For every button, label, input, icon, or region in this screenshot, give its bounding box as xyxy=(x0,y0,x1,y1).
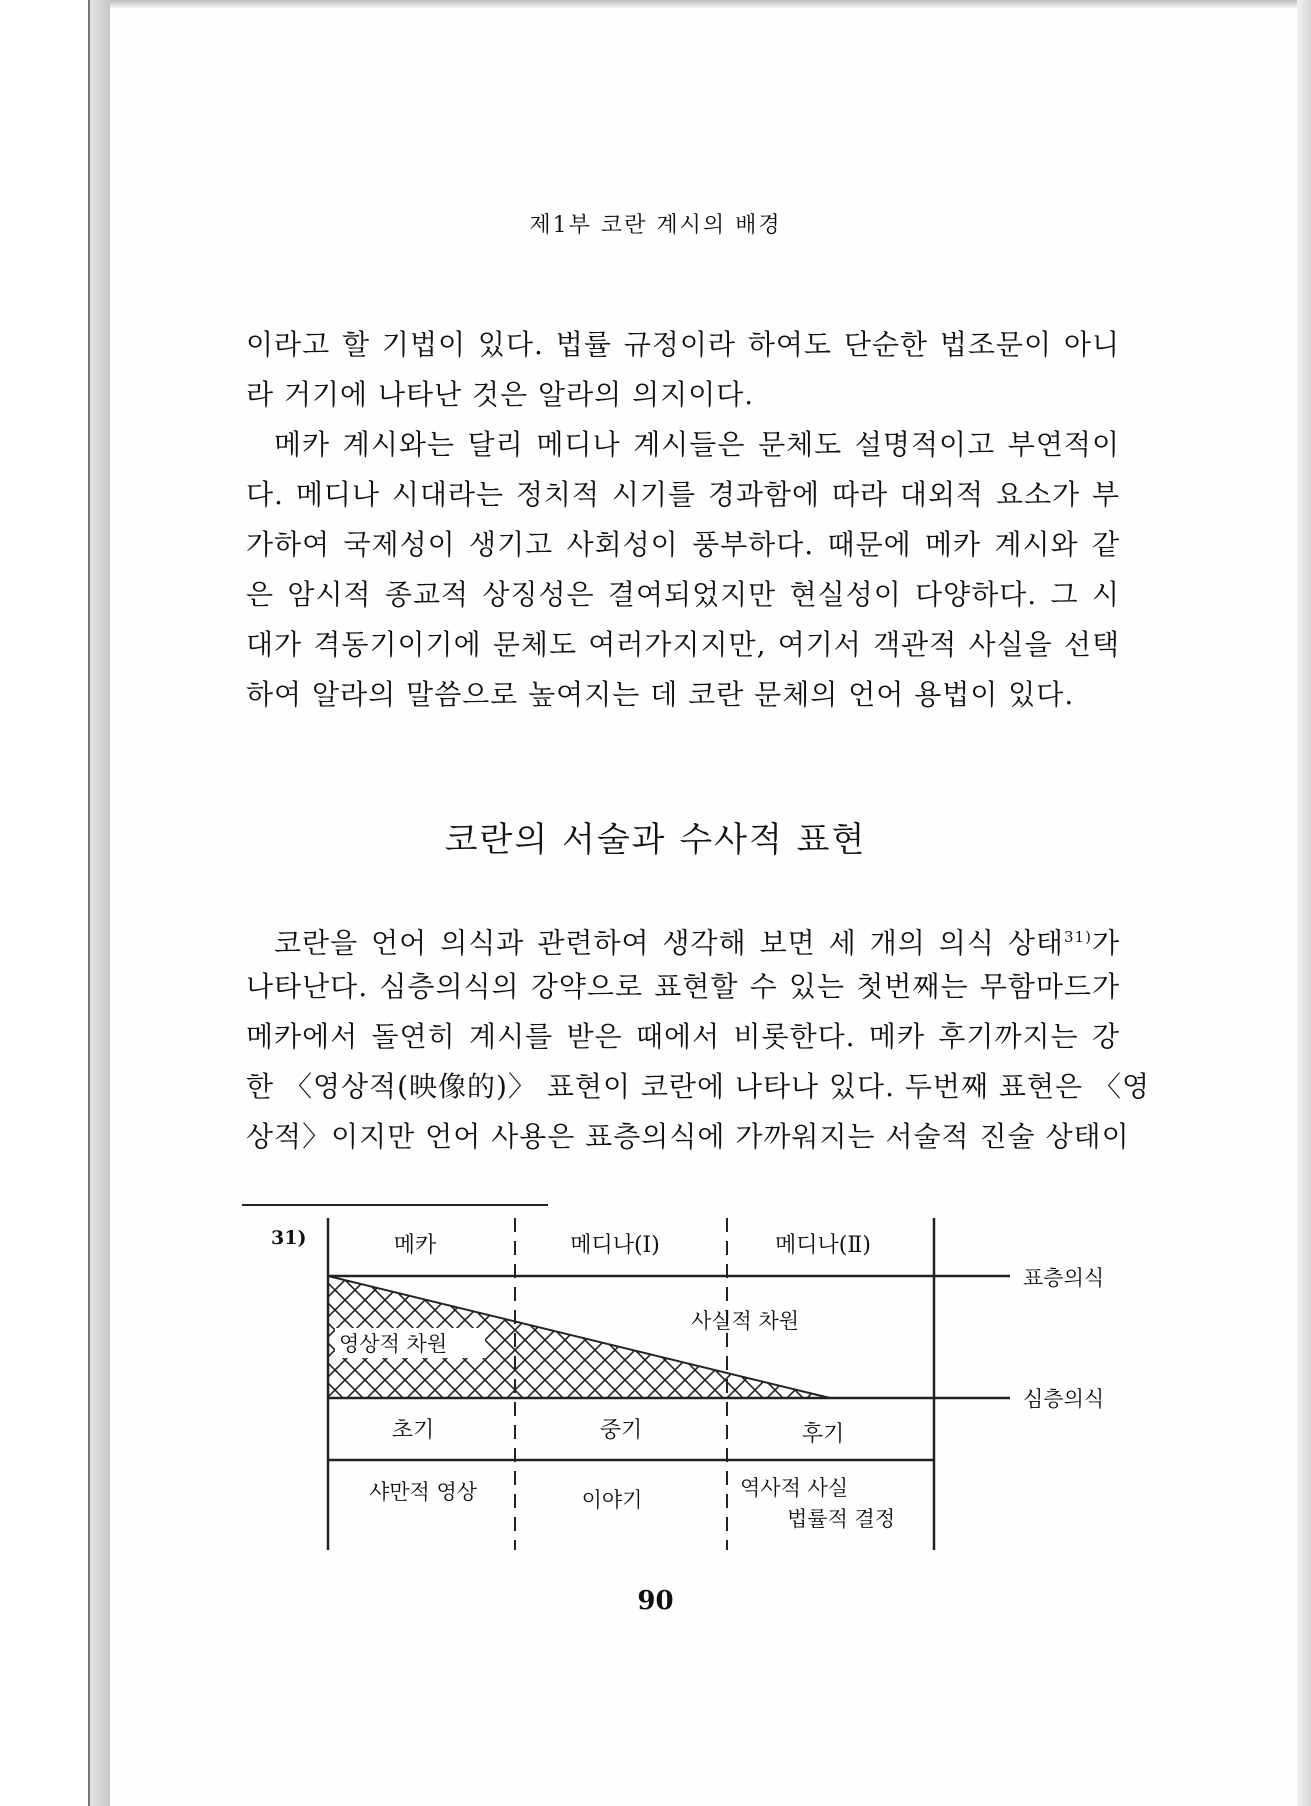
book-left-edge xyxy=(88,0,110,1806)
paragraph-line: 이라고 할 기법이 있다. 법률 규정이라 하여도 단순한 법조문이 아니 xyxy=(246,328,1120,361)
line-text: 가 xyxy=(1091,926,1120,960)
right-label: 표층의식 xyxy=(1023,1266,1105,1290)
book-top-edge xyxy=(88,0,1311,8)
mode-label: 역사적 사실 xyxy=(740,1476,849,1500)
footnote-rule xyxy=(242,1204,548,1206)
paragraph-line: 나타난다. 심층의식의 강약으로 표현할 수 있는 첫번째는 무함마드가 xyxy=(246,970,1120,1003)
paragraph-line: 라 거기에 나타난 것은 알라의 의지이다. xyxy=(246,378,755,411)
mode-label: 샤만적 영상 xyxy=(368,1480,478,1504)
paragraph-line: 메카에서 돌연히 계시를 받은 때에서 비롯한다. 메카 후기까지는 강 xyxy=(246,1020,1120,1053)
paragraph-line: 가하여 국제성이 생기고 사회성이 풍부하다. 때문에 메카 계시와 같 xyxy=(246,528,1120,561)
period-label: 메디나(Ⅱ) xyxy=(775,1233,871,1258)
mode-label: 이야기 xyxy=(581,1488,643,1512)
hatched-region-label: 영상적 차원 xyxy=(339,1332,448,1356)
consciousness-diagram xyxy=(255,1210,1135,1560)
line-text: 코란을 언어 의식과 관련하여 생각해 보면 세 개의 의식 상태 xyxy=(274,926,1064,960)
page-number: 90 xyxy=(637,1586,674,1616)
plain-region-label: 사실적 차원 xyxy=(690,1309,800,1333)
footnote-label: 31) xyxy=(271,1227,307,1249)
paragraph-line: 상적〉이지만 언어 사용은 표층의식에 가까워지는 서술적 진술 상태이 xyxy=(246,1120,1130,1153)
paragraph-2 xyxy=(246,420,1120,720)
stage-label: 초기 xyxy=(391,1418,435,1443)
footnote-ref: 31) xyxy=(1063,928,1092,946)
period-label: 메디나(Ⅰ) xyxy=(570,1233,660,1258)
stage-label: 후기 xyxy=(801,1422,845,1447)
running-head: 제1부 코란 계시의 배경 xyxy=(529,213,782,238)
section-title: 코란의 서술과 수사적 표현 xyxy=(444,820,867,860)
paragraph-line xyxy=(246,912,1120,962)
paragraph-line: 다. 메디나 시대라는 정치적 시기를 경과함에 따라 대외적 요소가 부 xyxy=(246,478,1120,511)
paragraph-line: 대가 격동기이기에 문체도 여러가지지만, 여기서 객관적 사실을 선택 xyxy=(246,628,1120,661)
paragraph-line: 한 〈영상적(映像的)〉 표현이 코란에 나타나 있다. 두번째 표현은 〈영 xyxy=(246,1070,1151,1103)
paragraph-line: 메카 계시와는 달리 메디나 계시들은 문체도 설명적이고 부연적이 xyxy=(274,428,1120,461)
stage-label: 중기 xyxy=(599,1418,643,1443)
mode-label: 법률적 결정 xyxy=(787,1507,896,1531)
paragraph-line: 은 암시적 종교적 상징성은 결여되었지만 현실성이 다양하다. 그 시 xyxy=(246,578,1120,611)
book-right-edge xyxy=(1297,0,1311,1806)
right-label: 심층의식 xyxy=(1023,1387,1105,1411)
paragraph-line: 하여 알라의 말씀으로 높여지는 데 코란 문체의 언어 용법이 있다. xyxy=(246,678,1075,711)
period-label: 메카 xyxy=(393,1233,437,1258)
paragraph-3 xyxy=(246,912,1151,1162)
paragraph-1 xyxy=(246,320,1120,420)
